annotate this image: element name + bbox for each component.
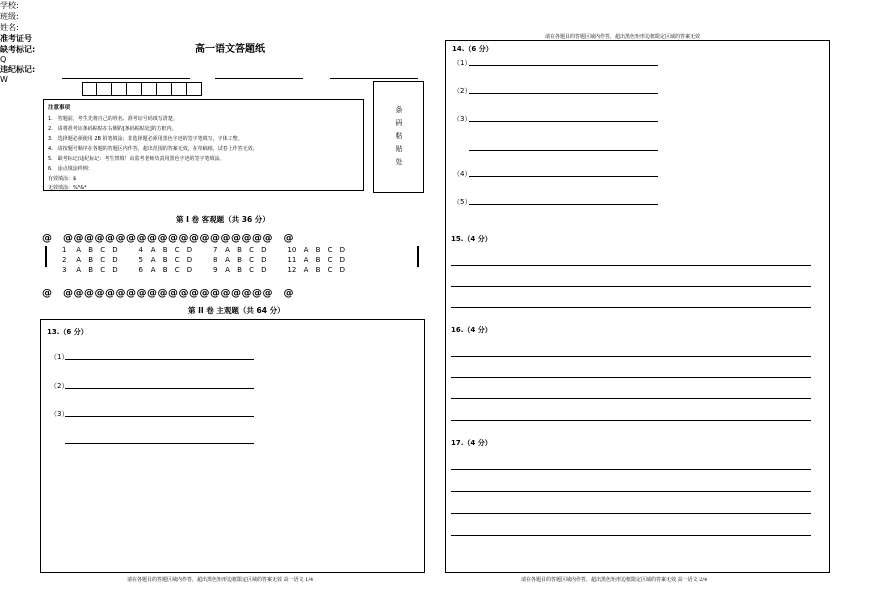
option-bubble[interactable]: A — [150, 266, 156, 274]
option-bubble[interactable]: D — [339, 266, 346, 274]
option-bubble[interactable]: C — [174, 256, 180, 264]
option-bubble[interactable]: C — [174, 246, 180, 254]
notice-item: 6. 涂点填涂样例： — [48, 166, 93, 172]
exam-digit-box[interactable] — [97, 82, 112, 96]
option-bubble[interactable]: A — [225, 246, 230, 254]
q16-answer-line[interactable] — [451, 377, 811, 378]
notice-item: 5. 缺考标记/违纪标记：考生禁填！由监考老师负责用黑色字迹的签字笔填涂。 — [48, 156, 225, 162]
option-bubble[interactable]: D — [112, 256, 118, 264]
option-bubble[interactable]: C — [100, 256, 106, 264]
option-bubble[interactable]: A — [150, 246, 156, 254]
q13-sub-label: （1） — [50, 353, 69, 361]
question-number: 12 — [287, 266, 297, 274]
q13-title: 13.（6 分） — [47, 328, 88, 336]
option-bubble[interactable]: A — [303, 246, 309, 254]
option-bubble[interactable]: B — [237, 266, 242, 274]
option-bubble[interactable]: B — [315, 246, 321, 254]
q14-answer-line[interactable] — [469, 121, 658, 122]
question-number: 11 — [287, 256, 297, 264]
option-bubble[interactable]: D — [186, 266, 193, 274]
barcode-char: 码 — [395, 119, 403, 127]
barcode-char: 条 — [395, 106, 403, 114]
question-number: 10 — [287, 246, 297, 254]
option-bubble[interactable]: C — [249, 266, 255, 274]
footer-right: 请在各题目的答题区域内作答，超出黑色矩形边框限定区域的答案无效 高一语文 2/4 — [521, 577, 708, 583]
class-label: 班级: — [0, 12, 19, 21]
option-bubble[interactable]: A — [76, 266, 82, 274]
q13-sub-label: （2） — [50, 382, 69, 390]
exam-digit-box[interactable] — [172, 82, 187, 96]
answer-row — [62, 266, 352, 274]
q16-answer-line[interactable] — [451, 420, 811, 421]
notice-correct-sample: 有效填涂：$ — [48, 176, 77, 182]
question-number: 9 — [212, 266, 218, 274]
q14-answer-line[interactable] — [469, 93, 658, 94]
q17-answer-line[interactable] — [451, 535, 811, 536]
option-bubble[interactable]: A — [150, 256, 156, 264]
question-number: 5 — [138, 256, 143, 264]
option-bubble[interactable]: B — [237, 246, 242, 254]
q14-title: 14.（6 分） — [452, 45, 493, 53]
absent-mark[interactable]: Q — [0, 55, 7, 64]
barcode-char: 粘 — [395, 132, 403, 140]
footer-left: 请在各题目的答题区域内作答，超出黑色矩形边框限定区域的答案无效 高一语文 1/4 — [127, 577, 314, 583]
barcode-char: 贴 — [395, 145, 403, 153]
question-number: 1 — [62, 246, 67, 254]
right-alignment-bar — [417, 246, 419, 267]
option-bubble[interactable]: C — [100, 266, 106, 274]
q15-answer-line[interactable] — [451, 307, 811, 308]
barcode-label — [393, 104, 405, 169]
option-bubble[interactable]: D — [261, 246, 267, 254]
option-bubble[interactable]: D — [186, 256, 193, 264]
q14-answer-line[interactable] — [469, 204, 658, 205]
section1-title: 第 I 卷 客观题（共 36 分） — [176, 215, 270, 224]
q16-answer-line[interactable] — [451, 398, 811, 399]
question-number: 4 — [138, 246, 143, 254]
exam-no-boxes[interactable] — [82, 82, 202, 96]
question-number: 7 — [212, 246, 218, 254]
violation-label: 违纪标记: — [0, 65, 36, 74]
option-bubble[interactable]: B — [237, 256, 242, 264]
q15-title: 15.（4 分） — [451, 235, 492, 243]
q17-answer-line[interactable] — [451, 469, 811, 470]
exam-digit-box[interactable] — [142, 82, 157, 96]
exam-digit-box[interactable] — [187, 82, 202, 96]
q17-title: 17.（4 分） — [451, 439, 492, 447]
q14-sub-label: （2） — [453, 87, 472, 95]
q13-sub-label: （3） — [50, 410, 69, 418]
q14-sub-label: （4） — [453, 170, 472, 178]
notice-item: 3. 选择题必须使用 2B 铅笔填涂；非选择题必须用黑色字迹的签字笔填写，字体工整。 — [48, 136, 243, 142]
q14-answer-line[interactable] — [469, 65, 658, 66]
option-bubble[interactable]: C — [327, 256, 333, 264]
exam-digit-box[interactable] — [82, 82, 97, 96]
question-number: 2 — [62, 256, 67, 264]
option-bubble[interactable]: C — [249, 256, 255, 264]
school-field[interactable] — [62, 78, 190, 79]
q13-answer-line[interactable] — [65, 443, 254, 444]
option-bubble[interactable]: B — [88, 246, 94, 254]
q13-answer-line[interactable] — [65, 416, 254, 417]
question-number: 3 — [62, 266, 67, 274]
school-label: 学校: — [0, 1, 19, 10]
timing-marks-bottom: @ @@@@@@@@@@@@@@@@@@@@ @ — [42, 288, 294, 299]
option-bubble[interactable]: C — [100, 246, 106, 254]
option-bubble[interactable]: B — [315, 256, 321, 264]
barcode-char: 处 — [395, 158, 403, 166]
option-bubble[interactable]: D — [261, 266, 267, 274]
option-bubble[interactable]: A — [76, 246, 82, 254]
name-label: 姓名: — [0, 23, 19, 32]
absent-label: 缺考标记: — [0, 45, 36, 54]
timing-marks-top: @ @@@@@@@@@@@@@@@@@@@@ @ — [42, 233, 294, 244]
option-bubble[interactable]: B — [162, 266, 168, 274]
option-bubble[interactable]: C — [174, 266, 180, 274]
option-bubble[interactable]: C — [249, 246, 255, 254]
q17-answer-line[interactable] — [451, 491, 811, 492]
notice-item: 1. 答题前，考生先将自己的姓名、准考证号码填写清楚。 — [48, 116, 178, 122]
violation-mark[interactable]: W — [0, 75, 8, 84]
question-number: 8 — [212, 256, 218, 264]
name-field[interactable] — [330, 78, 418, 79]
option-bubble[interactable]: A — [303, 256, 309, 264]
option-bubble[interactable]: B — [88, 256, 94, 264]
option-bubble[interactable]: B — [315, 266, 321, 274]
option-bubble[interactable]: C — [327, 266, 333, 274]
option-bubble[interactable]: A — [225, 266, 230, 274]
option-bubble[interactable]: D — [112, 246, 118, 254]
option-bubble[interactable]: A — [303, 266, 309, 274]
notice-item: 2. 请将准考证条码粘贴在右侧的[条码粘贴处]的方框内。 — [48, 126, 177, 132]
option-bubble[interactable]: D — [186, 246, 193, 254]
q13-answer-line[interactable] — [65, 388, 254, 389]
q14-answer-line[interactable] — [469, 150, 658, 151]
class-field[interactable] — [215, 78, 303, 79]
exam-no-label: 准考证号 — [0, 34, 32, 43]
q14-sub-label: （3） — [453, 115, 472, 123]
option-bubble[interactable]: A — [76, 256, 82, 264]
answer-row — [62, 246, 352, 254]
option-bubble[interactable]: A — [225, 256, 230, 264]
q13-answer-box — [40, 319, 425, 573]
answer-row — [62, 256, 352, 264]
q14-sub-label: （5） — [453, 198, 472, 206]
notice-wrong-sample: 无效填涂：%*&* — [48, 185, 87, 191]
exam-digit-box[interactable] — [112, 82, 127, 96]
q13-answer-line[interactable] — [65, 359, 254, 360]
q14-sub-label: （1） — [453, 59, 472, 67]
q16-title: 16.（4 分） — [451, 326, 492, 334]
notice-item: 4. 请按题号顺序在各题的答题区内作答，超出范围的答案无效，在草稿纸、试卷上作答无效。 — [48, 146, 258, 152]
option-bubble[interactable]: D — [112, 266, 118, 274]
option-bubble[interactable]: B — [162, 246, 168, 254]
q15-answer-line[interactable] — [451, 286, 811, 287]
exam-digit-box[interactable] — [157, 82, 172, 96]
option-bubble[interactable]: B — [88, 266, 94, 274]
question-number: 6 — [138, 266, 143, 274]
q17-answer-line[interactable] — [451, 513, 811, 514]
page-title: 高一语文答题纸 — [195, 44, 265, 55]
option-bubble[interactable]: C — [327, 246, 333, 254]
left-alignment-bar — [45, 246, 47, 267]
section2-title: 第 II 卷 主观题（共 64 分） — [188, 306, 285, 315]
option-bubble[interactable]: D — [339, 256, 346, 264]
q15-answer-line[interactable] — [451, 265, 811, 266]
q16-answer-line[interactable] — [451, 356, 811, 357]
exam-digit-box[interactable] — [127, 82, 142, 96]
option-bubble[interactable]: B — [162, 256, 168, 264]
option-bubble[interactable]: D — [261, 256, 267, 264]
notice-heading: 注意事项 — [48, 105, 71, 111]
option-bubble[interactable]: D — [339, 246, 346, 254]
top-note: 请在各题目的答题区域内作答，超出黑色矩形边框限定区域的答案无效 — [545, 34, 701, 40]
q14-answer-line[interactable] — [469, 176, 658, 177]
